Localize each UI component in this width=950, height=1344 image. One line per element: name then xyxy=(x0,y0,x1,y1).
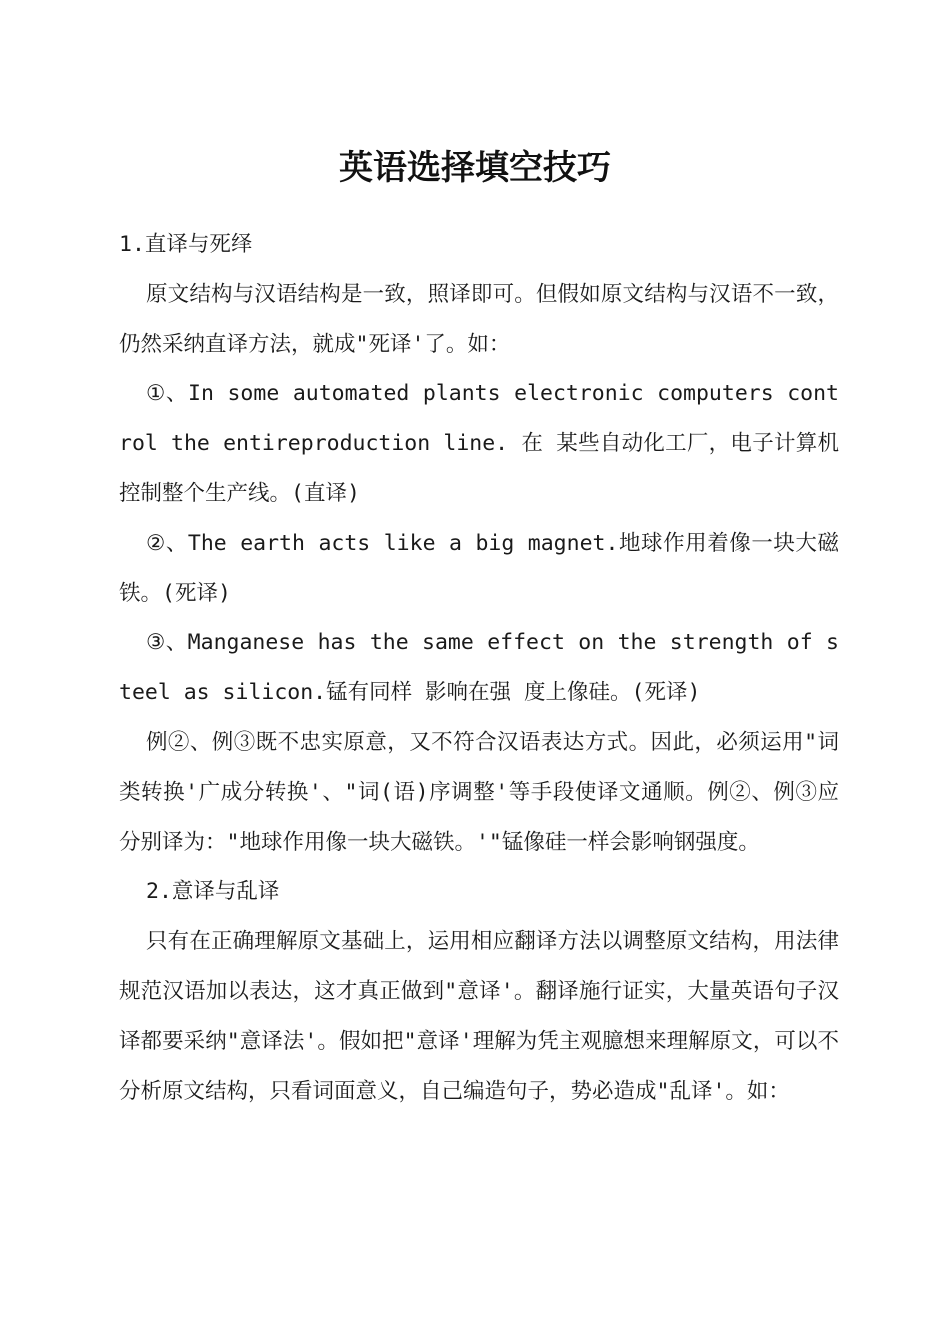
paragraph-analysis: 例②、例③既不忠实原意，又不符合汉语表达方式。因此，必须运用"词类转换'广成分转换'、"词(语)序调整'等手段使译文通顺。例②、例③应分别译为："地球作用像一块大磁铁。'"锰像硅一样会影响钢强度。 xyxy=(119,729,839,855)
example-3: ③、Manganese has the same effect on the strength of steel as silicon.锰有同样 影响在强 度上像硅。(死译) xyxy=(119,630,839,706)
section-heading-1: 1.直译与死绎 xyxy=(119,232,253,257)
paragraph-intro: 原文结构与汉语结构是一致，照译即可。但假如原文结构与汉语不一致，仍然采纳直译方法，就成"死译'了。如： xyxy=(119,281,839,357)
section-heading-2: 2.意译与乱译 xyxy=(146,879,280,905)
paragraph-free-translation: 只有在正确理解原文基础上，运用相应翻译方法以调整原文结构，用法律规范汉语加以表达，这才真正做到"意译'。翻译施行证实，大量英语句子汉译都要采纳"意译法'。假如把"意译'理解为凭主观臆想来理解原文，可以不分析原文结构，只看词面意义，自己编造句子，势必造成"乱译'。如： xyxy=(119,929,839,1104)
document-title: 英语选择填空技巧 xyxy=(339,148,611,188)
document-body xyxy=(119,220,839,1116)
example-1: ①、In some automated plants electronic computers control the entireproduction line. 在 某些自动化工厂，电子计算机控制整个生产线。(直译) xyxy=(119,381,839,506)
example-2: ②、The earth acts like a big magnet.地球作用着像一块大磁铁。(死译) xyxy=(119,530,839,606)
